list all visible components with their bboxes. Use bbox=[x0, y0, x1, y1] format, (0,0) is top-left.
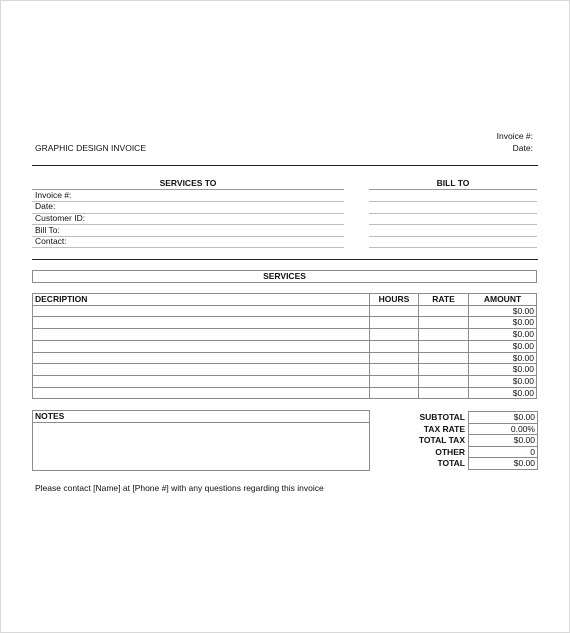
services-to-heading: SERVICES TO bbox=[159, 178, 217, 188]
totals-row-total-tax bbox=[369, 435, 538, 447]
table-row bbox=[33, 305, 537, 317]
bill-to-line bbox=[369, 236, 537, 237]
field-line bbox=[32, 201, 344, 202]
cell-hours[interactable] bbox=[370, 329, 419, 341]
field-contact: Contact: bbox=[35, 236, 67, 246]
total-tax-label: TOTAL TAX bbox=[418, 435, 465, 446]
table-row bbox=[33, 329, 537, 341]
cell-rate[interactable] bbox=[419, 340, 469, 352]
cell-amount: $0.00 bbox=[469, 329, 537, 341]
subtotal-value: $0.00 bbox=[469, 412, 538, 424]
cell-description[interactable] bbox=[33, 375, 370, 387]
table-row bbox=[33, 364, 537, 376]
cell-hours[interactable] bbox=[370, 340, 419, 352]
total-value: $0.00 bbox=[469, 458, 538, 470]
cell-rate[interactable] bbox=[419, 305, 469, 317]
cell-hours[interactable] bbox=[370, 352, 419, 364]
cell-rate[interactable] bbox=[419, 329, 469, 341]
cell-rate[interactable] bbox=[419, 375, 469, 387]
bill-to-line bbox=[369, 224, 537, 225]
cell-amount: $0.00 bbox=[469, 317, 537, 329]
totals-table bbox=[369, 411, 538, 470]
cell-amount: $0.00 bbox=[469, 305, 537, 317]
tax-rate-label: TAX RATE bbox=[423, 423, 465, 434]
cell-amount: $0.00 bbox=[469, 387, 537, 399]
totals-row-tax-rate bbox=[369, 423, 538, 435]
cell-rate[interactable] bbox=[419, 364, 469, 376]
field-invoice-number: Invoice #: bbox=[35, 190, 72, 200]
cell-rate[interactable] bbox=[419, 352, 469, 364]
field-bill-to: Bill To: bbox=[35, 225, 60, 235]
header-divider bbox=[32, 165, 538, 166]
bill-to-line bbox=[369, 201, 537, 202]
notes-field[interactable] bbox=[33, 423, 369, 470]
table-row bbox=[33, 317, 537, 329]
contact-note: Please contact [Name] at [Phone #] with any questions regarding this invoice bbox=[35, 483, 324, 493]
column-header-rate: RATE bbox=[419, 294, 469, 306]
totals-row-other bbox=[369, 446, 538, 458]
cell-description[interactable] bbox=[33, 352, 370, 364]
cell-amount: $0.00 bbox=[469, 364, 537, 376]
totals-row-total bbox=[369, 458, 538, 470]
cell-hours[interactable] bbox=[370, 364, 419, 376]
field-line bbox=[32, 224, 344, 225]
cell-amount: $0.00 bbox=[469, 340, 537, 352]
services-banner: SERVICES bbox=[32, 270, 537, 283]
cell-rate[interactable] bbox=[419, 317, 469, 329]
cell-hours[interactable] bbox=[370, 375, 419, 387]
table-row bbox=[33, 375, 537, 387]
cell-amount: $0.00 bbox=[469, 352, 537, 364]
notes-heading: NOTES bbox=[33, 411, 369, 423]
field-line bbox=[32, 236, 344, 237]
bill-to-line bbox=[369, 213, 537, 214]
field-line bbox=[32, 247, 344, 248]
bill-to-underline bbox=[369, 189, 537, 190]
table-row bbox=[33, 340, 537, 352]
tax-rate-value[interactable]: 0.00% bbox=[469, 423, 538, 435]
cell-hours[interactable] bbox=[370, 305, 419, 317]
subtotal-label: SUBTOTAL bbox=[419, 412, 465, 422]
cell-hours[interactable] bbox=[370, 317, 419, 329]
total-tax-value: $0.00 bbox=[469, 435, 538, 447]
other-label: OTHER bbox=[435, 446, 465, 457]
invoice-title: GRAPHIC DESIGN INVOICE bbox=[35, 143, 146, 153]
cell-hours[interactable] bbox=[370, 387, 419, 399]
cell-description[interactable] bbox=[33, 329, 370, 341]
services-to-underline bbox=[32, 189, 344, 190]
table-row bbox=[33, 352, 537, 364]
totals-row-subtotal bbox=[369, 412, 538, 424]
other-value[interactable]: 0 bbox=[469, 446, 538, 458]
bill-to-heading: BILL TO bbox=[436, 178, 470, 188]
field-customer-id: Customer ID: bbox=[35, 213, 86, 223]
cell-description[interactable] bbox=[33, 387, 370, 399]
total-label: TOTAL bbox=[437, 458, 465, 469]
services-table bbox=[32, 293, 537, 399]
cell-amount: $0.00 bbox=[469, 375, 537, 387]
cell-description[interactable] bbox=[33, 364, 370, 376]
cell-description[interactable] bbox=[33, 317, 370, 329]
header-invoice-number-label: Invoice #: bbox=[496, 131, 533, 141]
field-date: Date: bbox=[35, 201, 56, 211]
bill-to-line bbox=[369, 247, 537, 248]
notes-box bbox=[32, 410, 370, 471]
cell-description[interactable] bbox=[33, 305, 370, 317]
column-header-amount: AMOUNT bbox=[469, 294, 537, 306]
column-header-description: DECRIPTION bbox=[33, 294, 370, 306]
cell-description[interactable] bbox=[33, 340, 370, 352]
column-header-hours: HOURS bbox=[370, 294, 419, 306]
header-date-label: Date: bbox=[512, 143, 533, 153]
services-table-header bbox=[33, 294, 537, 306]
cell-rate[interactable] bbox=[419, 387, 469, 399]
table-row bbox=[33, 387, 537, 399]
section-divider bbox=[32, 259, 538, 260]
